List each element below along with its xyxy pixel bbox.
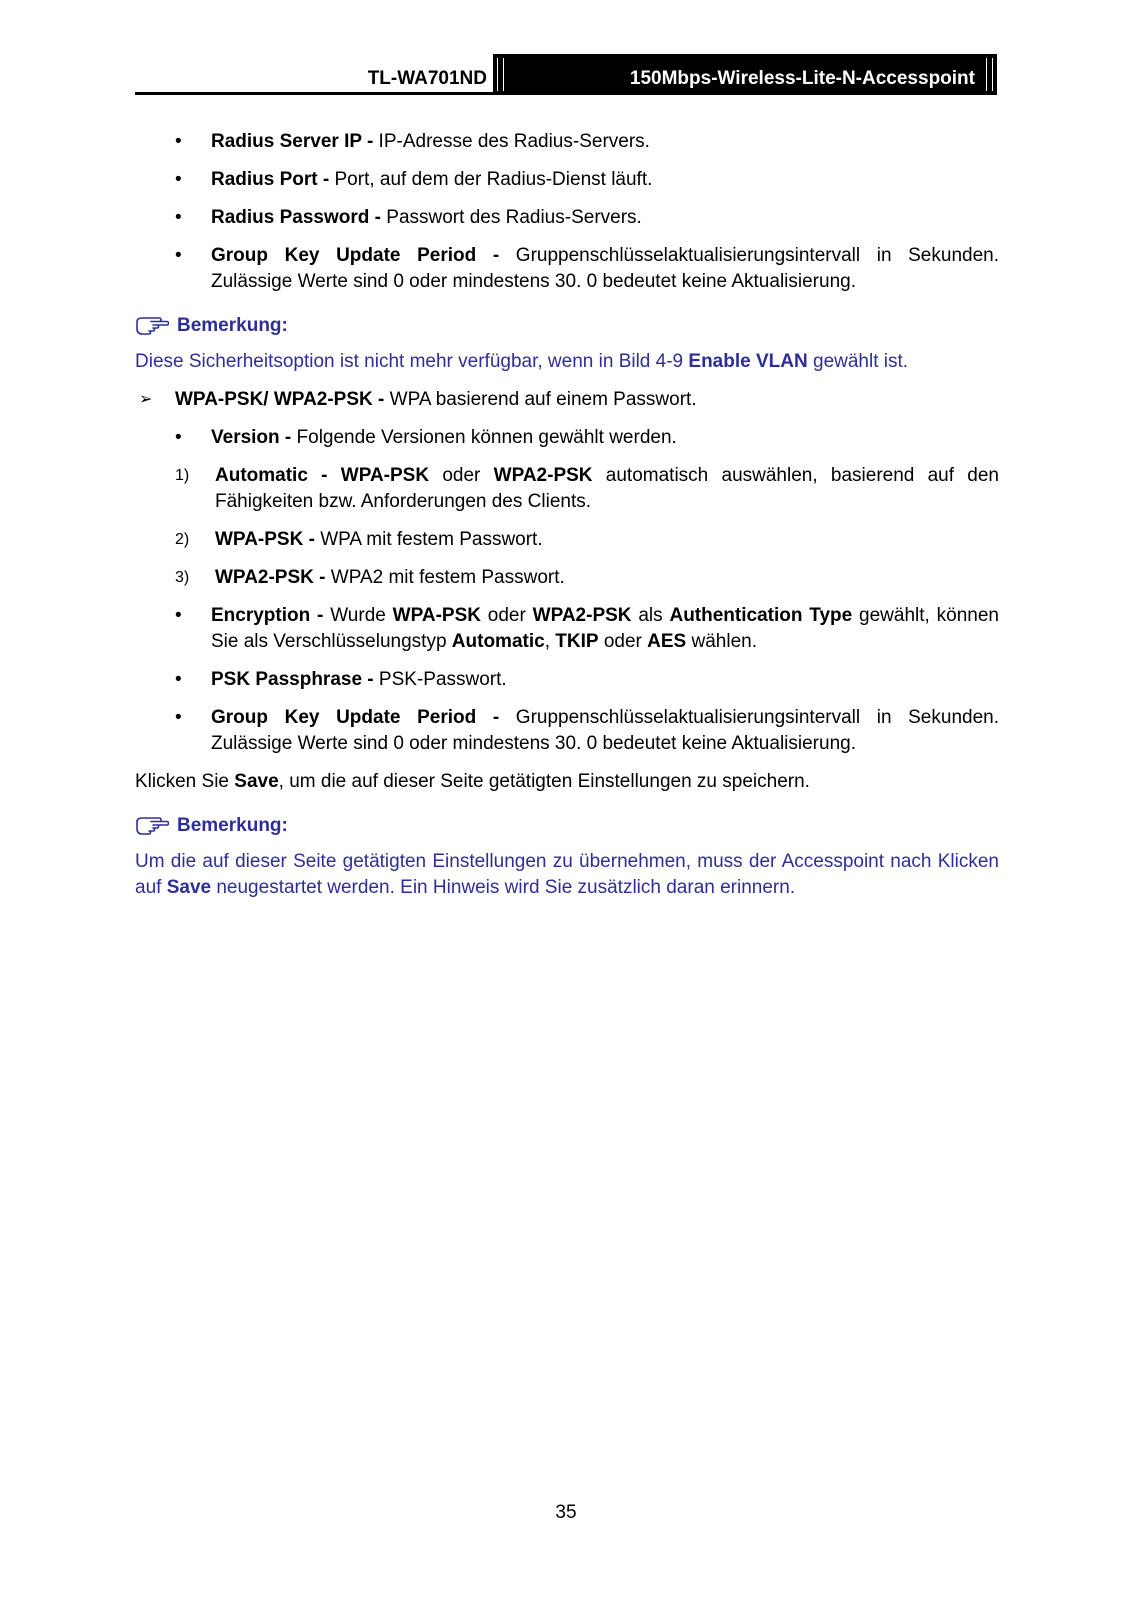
item-desc: als — [631, 605, 670, 626]
note-title — [135, 313, 999, 339]
note-text-bold: Save — [166, 877, 212, 898]
paragraph-text: , um die auf dieser Seite getätigten Einstellungen zu speichern. — [278, 771, 810, 792]
item-desc: oder — [598, 631, 648, 652]
item-term: Group Key Update Period - — [211, 245, 500, 266]
note-title-text: Bemerkung: — [177, 315, 288, 336]
bullet-icon: • — [175, 169, 182, 190]
item-desc: WPA mit festem Passwort. — [314, 529, 543, 550]
bullet-icon: • — [175, 131, 182, 152]
note-text-bold: Enable VLAN — [688, 351, 808, 372]
item-desc: Gruppenschlüsselaktualisierungsintervall in Sekunden. Zulässige Werte sind 0 oder mindestens 30. 0 bedeutet keine Aktualisierung. — [211, 707, 999, 754]
item-term: Version - — [211, 427, 292, 448]
list-item — [135, 205, 999, 231]
list-item — [135, 603, 999, 655]
item-term: Radius Port - — [211, 169, 330, 190]
item-desc: , — [544, 631, 556, 652]
item-number: 2) — [175, 531, 190, 548]
item-desc: automatisch auswählen, basierend auf den Fähigkeiten bzw. Anforderungen des Clients. — [215, 465, 999, 512]
bullet-icon: • — [175, 605, 182, 626]
header-model: TL-WA701ND — [367, 68, 487, 89]
header-deco-right — [986, 58, 993, 91]
note-text — [135, 849, 999, 901]
item-desc: WPA2 mit festem Passwort. — [325, 567, 565, 588]
numbered-item — [135, 463, 999, 515]
page-content — [135, 129, 999, 913]
list-item — [135, 667, 999, 693]
paragraph-text: Klicken Sie — [135, 771, 235, 792]
note-text — [135, 349, 999, 375]
note-text-part: gewählt ist. — [807, 351, 909, 372]
item-desc: gewählt, können Sie als Verschlüsselungstyp — [211, 605, 999, 652]
item-term: Radius Password - — [211, 207, 381, 228]
item-desc: Passwort des Radius-Servers. — [381, 207, 642, 228]
item-term: Automatic — [451, 631, 545, 652]
section-item — [135, 387, 999, 413]
arrow-bullet-icon: ➢ — [139, 391, 153, 408]
item-desc: WPA basierend auf einem Passwort. — [384, 389, 697, 410]
item-number: 1) — [175, 467, 190, 484]
list-item — [135, 705, 999, 757]
item-term: Group Key Update Period - — [211, 707, 500, 728]
bullet-icon: • — [175, 207, 182, 228]
item-term: Radius Server IP - — [211, 131, 374, 152]
bullet-icon: • — [175, 707, 182, 728]
note-title — [135, 813, 999, 839]
item-term: TKIP — [555, 631, 599, 652]
header-product-title: 150Mbps-Wireless-Lite-N-Accesspoint — [629, 68, 975, 89]
item-desc: oder — [480, 605, 533, 626]
item-desc: Port, auf dem der Radius-Dienst läuft. — [329, 169, 653, 190]
item-desc: Gruppenschlüsselaktualisierungsintervall in Sekunden. Zulässige Werte sind 0 oder mindestens 30. 0 bedeutet keine Aktualisierung. — [211, 245, 999, 292]
item-number: 3) — [175, 569, 190, 586]
item-desc: PSK-Passwort. — [373, 669, 507, 690]
bullet-icon: • — [175, 427, 182, 448]
item-term: WPA2-PSK — [493, 465, 593, 486]
page-header — [135, 54, 997, 96]
item-desc: Folgende Versionen können gewählt werden. — [291, 427, 677, 448]
item-term: WPA-PSK — [392, 605, 481, 626]
item-term: Authentication Type — [669, 605, 853, 626]
item-desc: IP-Adresse des Radius-Servers. — [373, 131, 650, 152]
item-term: PSK Passphrase - — [211, 669, 374, 690]
list-item — [135, 167, 999, 193]
item-term: Automatic - WPA-PSK — [215, 465, 430, 486]
header-deco-left — [497, 58, 504, 91]
numbered-item — [135, 527, 999, 553]
list-item — [135, 425, 999, 451]
item-desc: Wurde — [323, 605, 393, 626]
item-term: WPA2-PSK — [532, 605, 632, 626]
item-desc: oder — [429, 465, 494, 486]
bullet-icon: • — [175, 245, 182, 266]
item-term: Encryption - — [211, 605, 324, 626]
bullet-icon: • — [175, 669, 182, 690]
page-number: 35 — [555, 1502, 577, 1523]
pointing-hand-icon — [135, 816, 169, 836]
note-text-part: Diese Sicherheitsoption ist nicht mehr verfügbar, wenn in Bild 4-9 — [135, 351, 689, 372]
item-term: WPA-PSK - — [215, 529, 315, 550]
item-term: WPA2-PSK - — [215, 567, 326, 588]
paragraph-bold: Save — [234, 771, 279, 792]
numbered-item — [135, 565, 999, 591]
note-text-part: neugestartet werden. Ein Hinweis wird Sie zusätzlich daran erinnern. — [211, 877, 796, 898]
item-desc: wählen. — [686, 631, 757, 652]
header-product-box — [493, 54, 997, 95]
note-text-part: Um die auf dieser Seite getätigten Einstellungen zu übernehmen, muss der Accesspoint nach Klicken auf — [135, 851, 999, 898]
list-item — [135, 129, 999, 155]
list-item — [135, 243, 999, 295]
pointing-hand-icon — [135, 316, 169, 336]
item-term: AES — [647, 631, 687, 652]
note-title-text: Bemerkung: — [177, 815, 288, 836]
save-paragraph — [135, 769, 999, 795]
item-term: WPA-PSK/ WPA2-PSK - — [175, 389, 385, 410]
